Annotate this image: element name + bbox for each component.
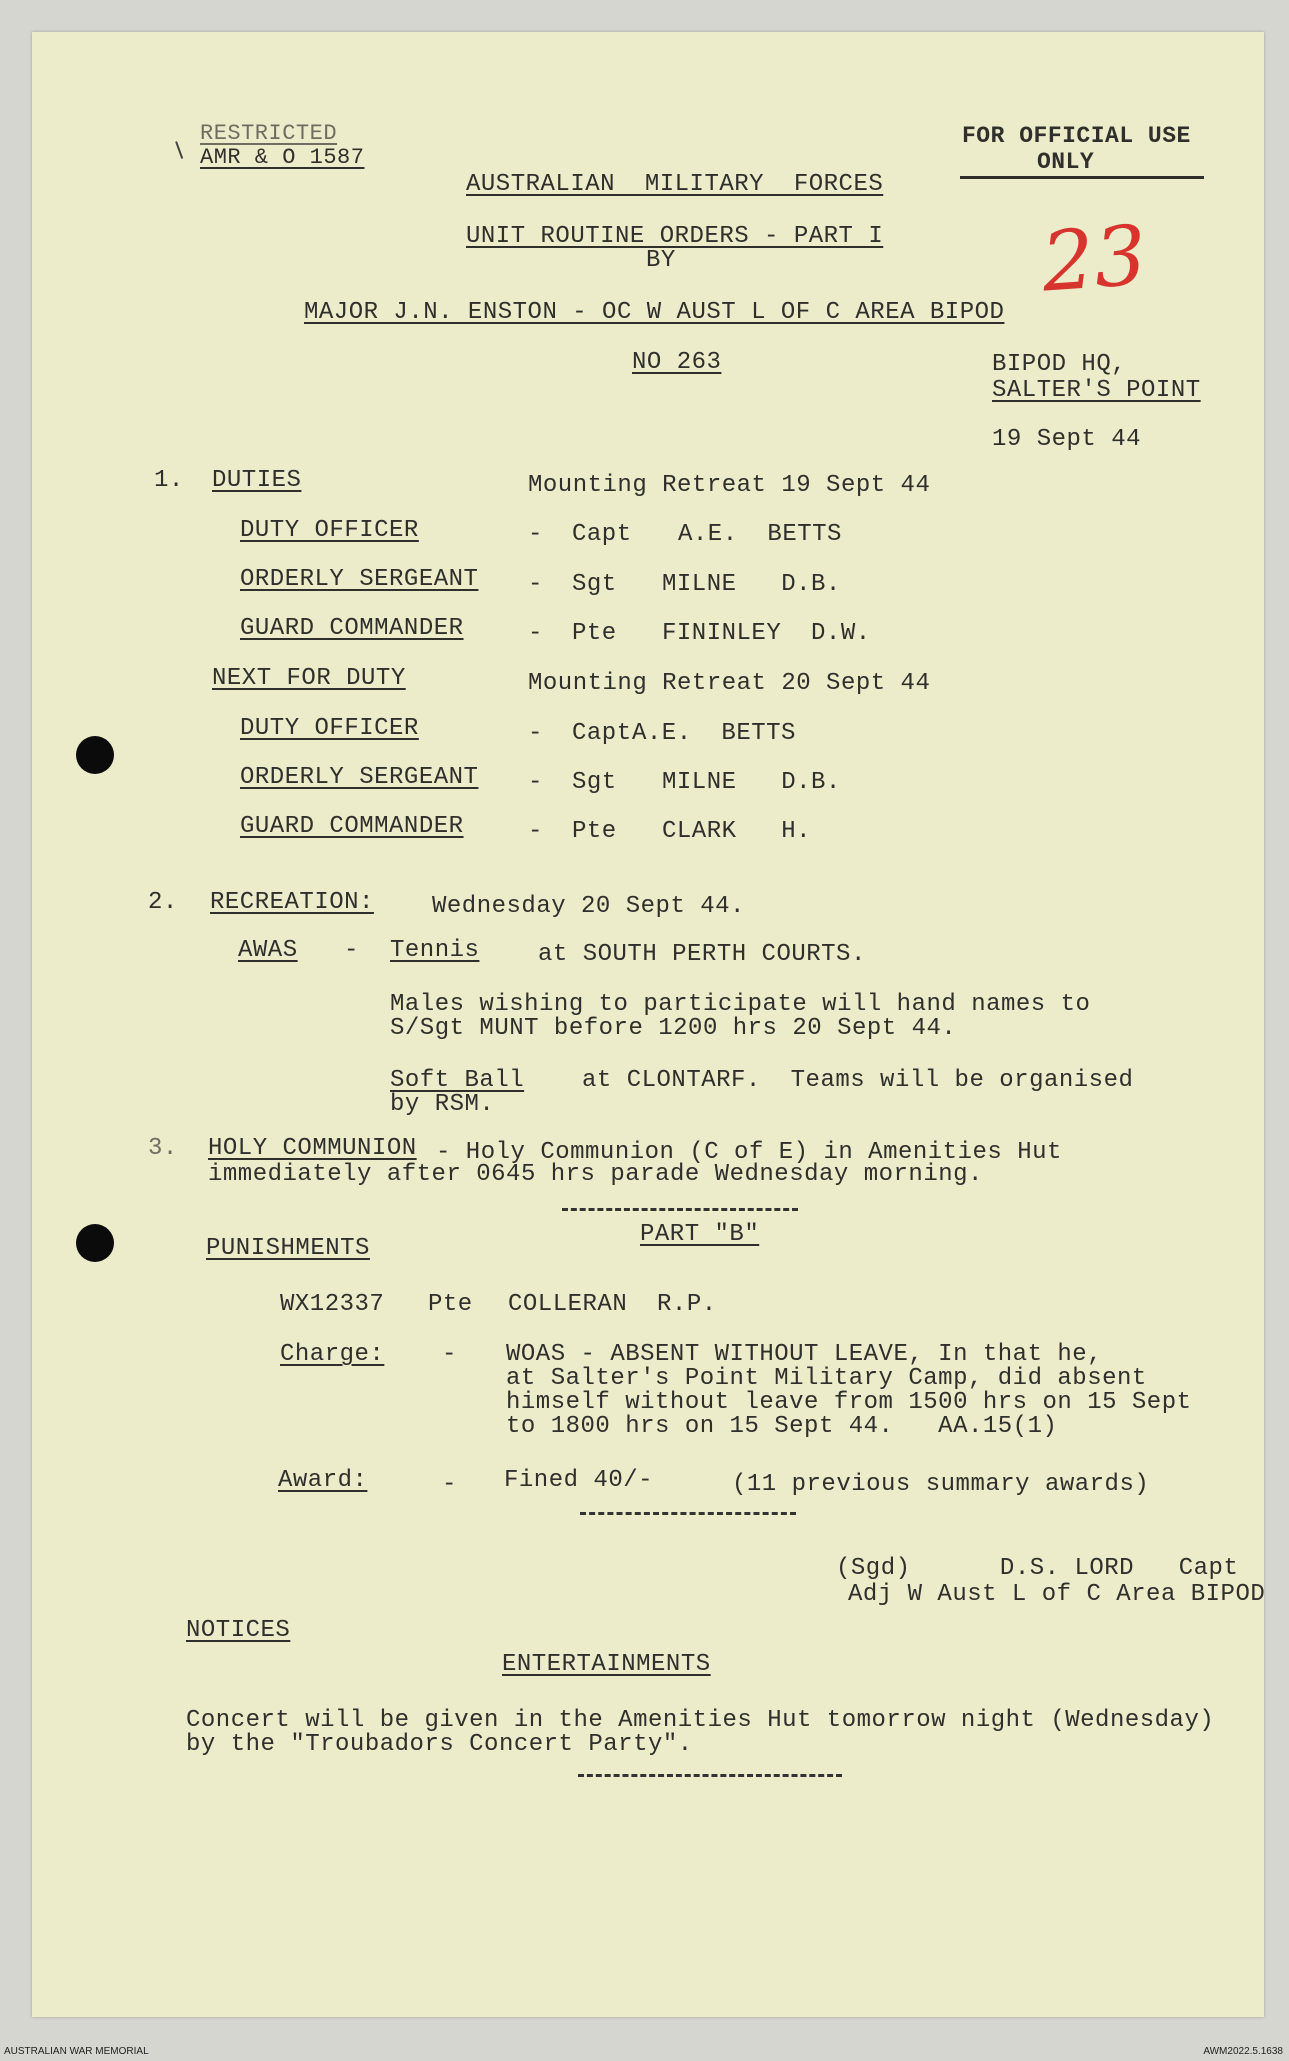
recreation-males-line1: Males wishing to participate will hand names to [390, 991, 1091, 1018]
order-number: NO 263 [632, 349, 722, 376]
duty-name: MILNE D.B. [662, 769, 841, 796]
duty-sep: - [528, 769, 543, 796]
charge-line: himself without leave from 1500 hrs on 15 Sept [506, 1389, 1192, 1416]
duty-name: FININLEY D.W. [662, 620, 871, 647]
official-use-rule [960, 176, 1204, 179]
award-text: Fined 40/- [504, 1467, 654, 1494]
duty-rank: Capt [572, 521, 632, 548]
charge-sep: - [442, 1341, 457, 1368]
notices-heading: NOTICES [186, 1617, 291, 1644]
duty-rank: Capt [572, 720, 632, 747]
duty-sep: - [528, 620, 543, 647]
duty-role: DUTY OFFICER [240, 715, 419, 742]
award-sep: - [442, 1471, 457, 1498]
duty-sep: - [528, 521, 543, 548]
soldier-name: COLLERAN R.P. [508, 1291, 717, 1318]
punch-hole [76, 1224, 114, 1262]
punishments-heading: PUNISHMENTS [206, 1235, 370, 1262]
duties-mounting: Mounting Retreat 19 Sept 44 [528, 472, 931, 499]
tennis-location: at SOUTH PERTH COURTS. [538, 941, 866, 968]
document-title: AUSTRALIAN MILITARY FORCES [466, 171, 884, 198]
duty-rank: Pte [572, 620, 617, 647]
section-number: 2. [148, 889, 178, 916]
duty-role: ORDERLY SERGEANT [240, 764, 479, 791]
awas-sep: - [344, 937, 359, 964]
section-divider [578, 1774, 842, 1777]
communion-line2: immediately after 0645 hrs parade Wednesday morning. [208, 1161, 983, 1188]
duties-heading: DUTIES [212, 467, 302, 494]
duty-role: ORDERLY SERGEANT [240, 566, 479, 593]
duty-sep: - [528, 818, 543, 845]
section-number: 1. [154, 467, 184, 494]
location-line2: SALTER'S POINT [992, 377, 1201, 404]
recreation-heading: RECREATION: [210, 889, 374, 916]
archive-reference: AWM2022.5.1638 [1203, 2046, 1283, 2057]
duty-name: CLARK H. [662, 818, 812, 845]
punch-hole [76, 736, 114, 774]
soldier-rank: Pte [428, 1291, 473, 1318]
restricted-stamp: RESTRICTED [200, 121, 338, 146]
charge-line: at Salter's Point Military Camp, did absent [506, 1365, 1147, 1392]
section-divider [562, 1208, 798, 1211]
award-note: (11 previous summary awards) [732, 1471, 1150, 1498]
section-number: 3. [148, 1135, 178, 1162]
official-use-only: ONLY [1037, 149, 1095, 175]
charge-line: WOAS - ABSENT WITHOUT LEAVE, In that he, [506, 1341, 1103, 1368]
soldier-number: WX12337 [280, 1291, 385, 1318]
pen-mark [175, 139, 189, 159]
next-duty-heading: NEXT FOR DUTY [212, 665, 406, 692]
signature-line1: (Sgd) D.S. LORD Capt [836, 1555, 1239, 1582]
duty-role: GUARD COMMANDER [240, 615, 464, 642]
awas-label: AWAS [238, 937, 298, 964]
tennis-label: Tennis [390, 937, 480, 964]
softball-line1: at CLONTARF. Teams will be organised [582, 1067, 1134, 1094]
handwritten-page-number: 23 [1038, 208, 1150, 311]
archive-credit: AUSTRALIAN WAR MEMORIAL [4, 2046, 149, 2057]
section-divider [580, 1512, 796, 1515]
duty-name: A.E. BETTS [678, 521, 842, 548]
duty-rank: Pte [572, 818, 617, 845]
notice-line2: by the "Troubadors Concert Party". [186, 1731, 693, 1758]
duty-sep: - [528, 720, 543, 747]
next-duty-mounting: Mounting Retreat 20 Sept 44 [528, 670, 931, 697]
entertainments-heading: ENTERTAINMENTS [502, 1651, 711, 1678]
recreation-date: Wednesday 20 Sept 44. [432, 893, 745, 920]
duty-name: A.E. BETTS [632, 720, 796, 747]
location-line1: BIPOD HQ, [992, 351, 1127, 378]
signature-line2: Adj W Aust L of C Area BIPOD [848, 1581, 1266, 1608]
notice-line1: Concert will be given in the Amenities Hut tomorrow night (Wednesday) [186, 1707, 1215, 1734]
duty-rank: Sgt [572, 571, 617, 598]
charge-label: Charge: [280, 1341, 385, 1368]
duty-sep: - [528, 571, 543, 598]
duty-role: DUTY OFFICER [240, 517, 419, 544]
part-b-title: PART "B" [640, 1221, 760, 1248]
issuer: MAJOR J.N. ENSTON - OC W AUST L OF C AREA BIPOD [304, 299, 1005, 326]
official-use-label: FOR OFFICIAL USE [962, 123, 1191, 149]
document-page [32, 32, 1264, 2017]
duty-rank: Sgt [572, 769, 617, 796]
recreation-males-line2: S/Sgt MUNT before 1200 hrs 20 Sept 44. [390, 1015, 957, 1042]
communion-line1: - Holy Communion (C of E) in Amenities Hut [436, 1139, 1062, 1166]
duty-name: MILNE D.B. [662, 571, 841, 598]
communion-heading: HOLY COMMUNION [208, 1135, 417, 1162]
softball-label: Soft Ball [390, 1067, 525, 1094]
document-subtitle: UNIT ROUTINE ORDERS - PART I [466, 223, 884, 250]
order-date: 19 Sept 44 [992, 426, 1142, 453]
softball-line2: by RSM. [390, 1091, 495, 1118]
award-label: Award: [278, 1467, 368, 1494]
by-line: BY [646, 247, 676, 274]
charge-line: to 1800 hrs on 15 Sept 44. AA.15(1) [506, 1413, 1058, 1440]
duty-role: GUARD COMMANDER [240, 813, 464, 840]
amr-reference: AMR & O 1587 [200, 145, 365, 170]
